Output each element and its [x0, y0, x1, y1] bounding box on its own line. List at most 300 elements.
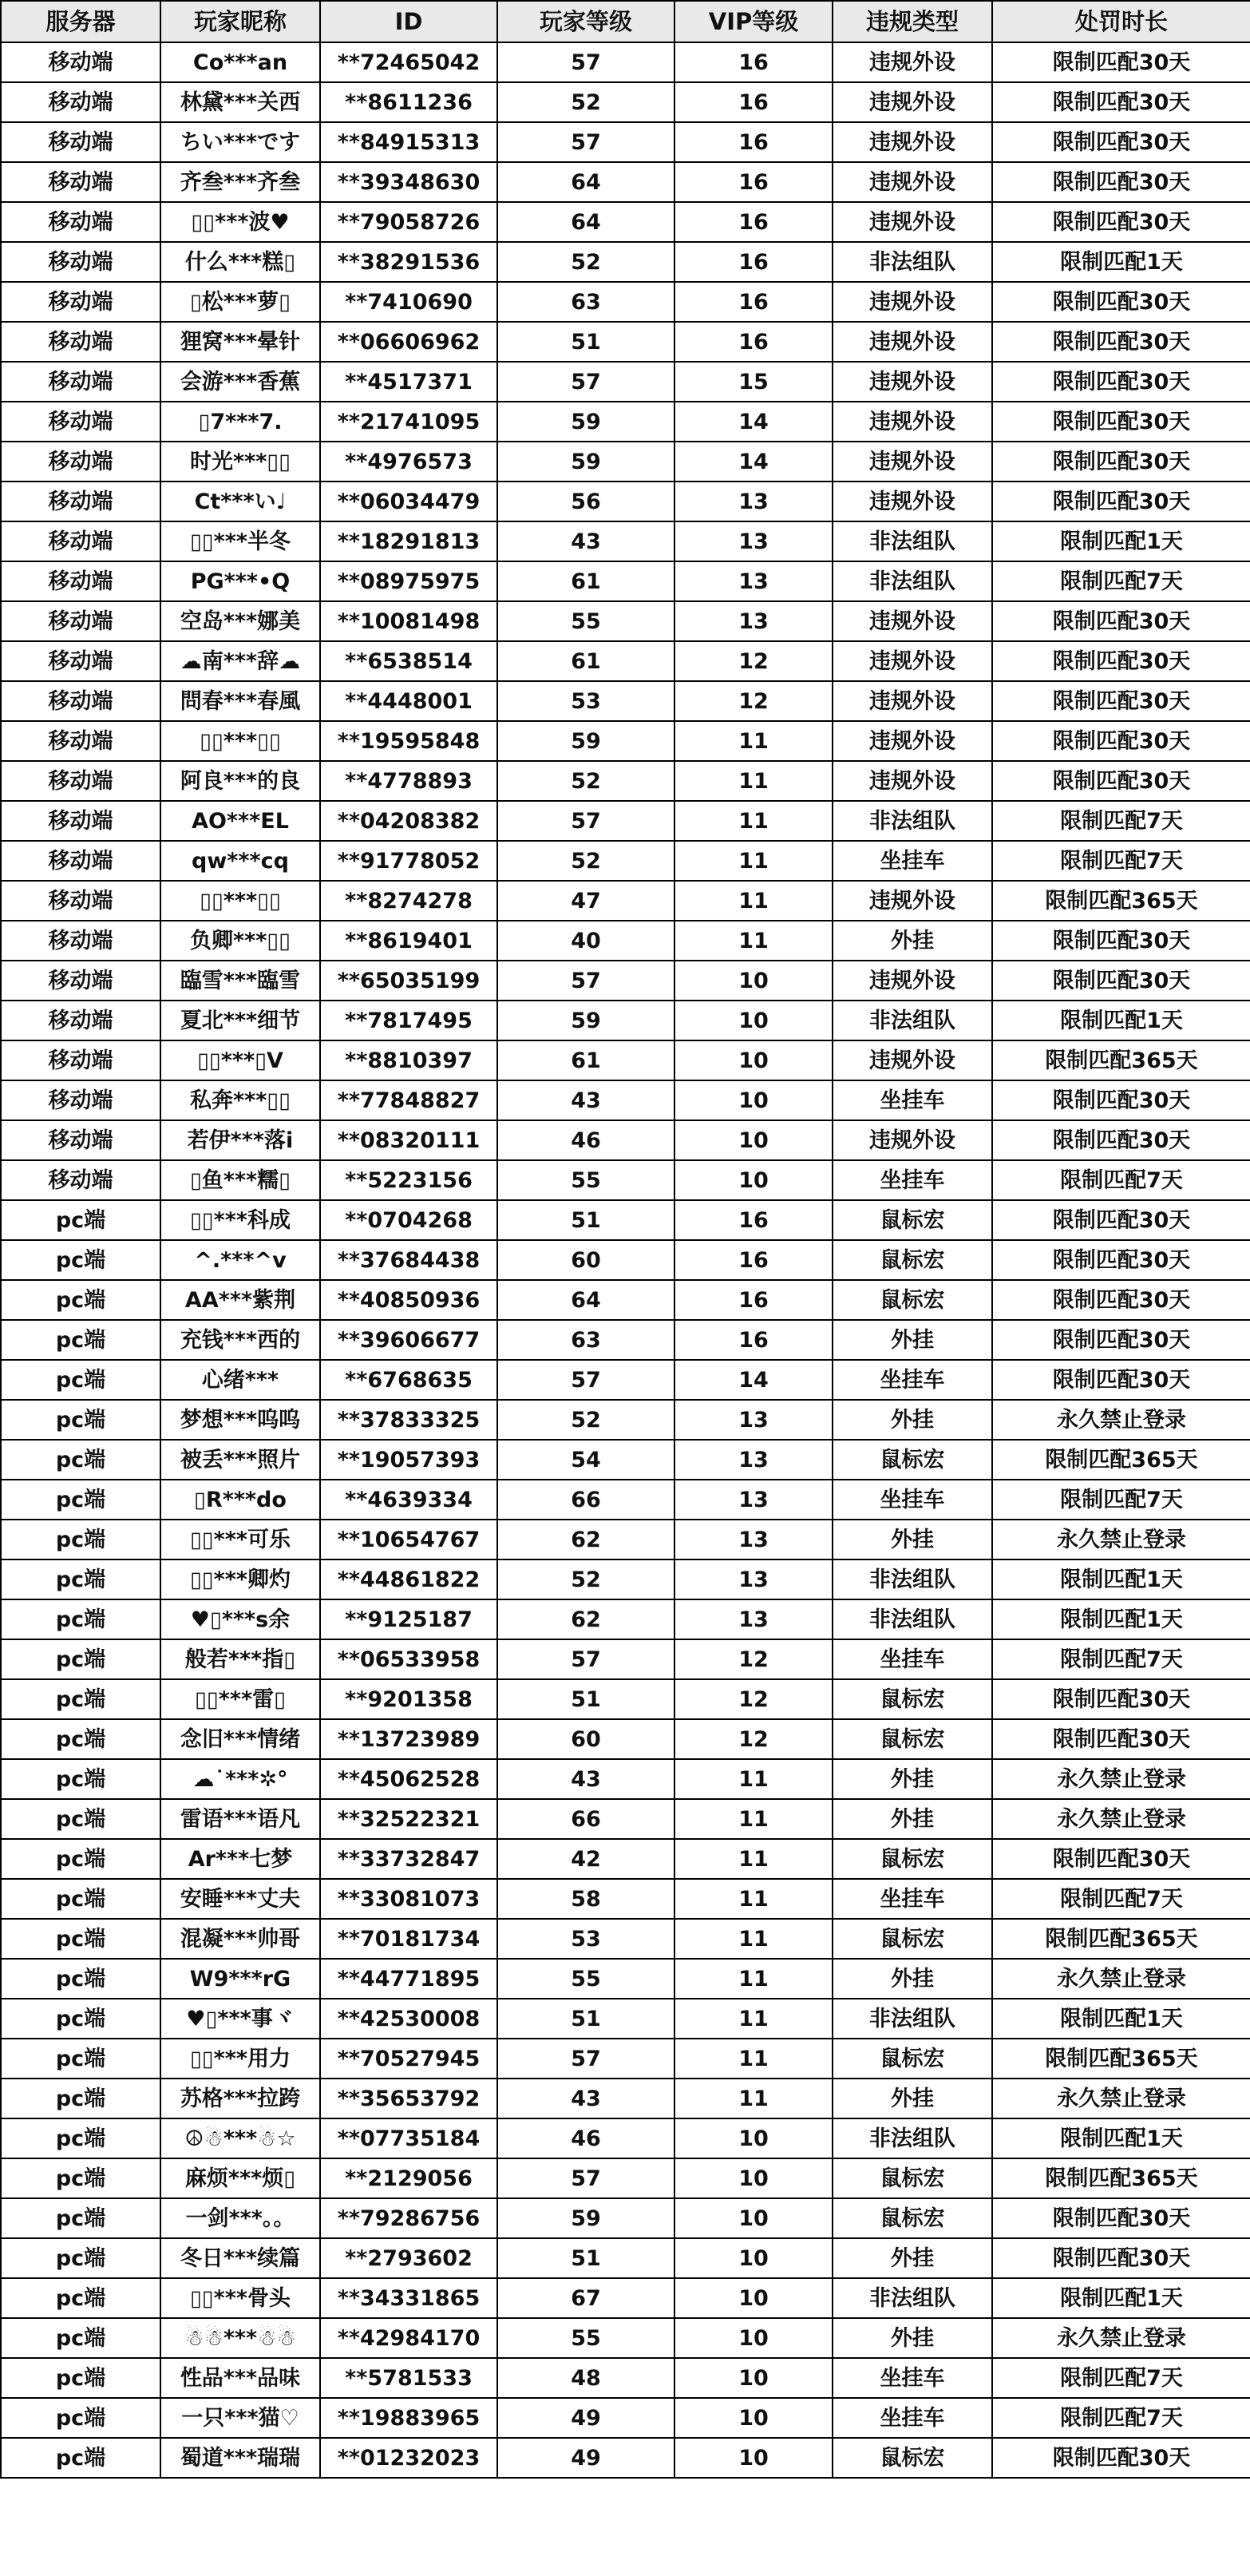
cell-penalty: 限制匹配1天	[992, 242, 1250, 282]
cell-server: 移动端	[1, 1120, 160, 1160]
cell-id: **65035199	[320, 961, 497, 1001]
column-header-server: 服务器	[1, 1, 160, 42]
cell-server: pc端	[1, 2318, 160, 2358]
cell-nickname: 性品***品味	[160, 2358, 320, 2398]
cell-vip: 10	[674, 2318, 833, 2358]
cell-id: **44861822	[320, 1559, 497, 1599]
cell-penalty: 限制匹配30天	[992, 202, 1250, 242]
table-row	[1, 1480, 1250, 1520]
table-row	[1, 1320, 1250, 1360]
table-row	[1, 1360, 1250, 1400]
cell-violation: 坐挂车	[833, 1879, 992, 1919]
cell-vip: 10	[674, 1080, 833, 1120]
cell-violation: 违规外设	[833, 322, 992, 362]
cell-nickname: Ar***七梦	[160, 1839, 320, 1879]
cell-vip: 11	[674, 921, 833, 961]
cell-nickname: ▯▯***波♥	[160, 202, 320, 242]
cell-level: 42	[497, 1839, 674, 1879]
cell-penalty: 限制匹配30天	[992, 2438, 1250, 2478]
cell-level: 57	[497, 1360, 674, 1400]
cell-level: 52	[497, 761, 674, 801]
cell-server: pc端	[1, 1320, 160, 1360]
cell-id: **04208382	[320, 801, 497, 841]
cell-nickname: ▯▯***卿灼	[160, 1559, 320, 1599]
cell-penalty: 永久禁止登录	[992, 2318, 1250, 2358]
cell-penalty: 限制匹配30天	[992, 961, 1250, 1001]
table-row	[1, 2238, 1250, 2278]
cell-server: pc端	[1, 1679, 160, 1719]
cell-nickname: 夏北***细节	[160, 1001, 320, 1040]
cell-violation: 鼠标宏	[833, 1200, 992, 1240]
cell-level: 57	[497, 801, 674, 841]
table-row	[1, 1001, 1250, 1040]
cell-server: pc端	[1, 1919, 160, 1959]
table-row	[1, 1639, 1250, 1679]
table-row	[1, 202, 1250, 242]
cell-vip: 11	[674, 1759, 833, 1799]
cell-nickname: ♥▯***s余	[160, 1599, 320, 1639]
cell-vip: 15	[674, 362, 833, 402]
cell-nickname: ▯▯***可乐	[160, 1520, 320, 1559]
cell-level: 55	[497, 1160, 674, 1200]
cell-level: 55	[497, 1959, 674, 1999]
cell-level: 46	[497, 1120, 674, 1160]
cell-vip: 16	[674, 242, 833, 282]
table-row	[1, 801, 1250, 841]
cell-level: 47	[497, 881, 674, 921]
cell-nickname: 齐叁***齐叁	[160, 162, 320, 202]
cell-vip: 13	[674, 561, 833, 601]
cell-penalty: 永久禁止登录	[992, 1799, 1250, 1839]
cell-vip: 16	[674, 162, 833, 202]
cell-server: 移动端	[1, 1080, 160, 1120]
cell-level: 52	[497, 1559, 674, 1599]
cell-penalty: 限制匹配7天	[992, 1879, 1250, 1919]
cell-nickname: 私奔***▯▯	[160, 1080, 320, 1120]
cell-server: 移动端	[1, 362, 160, 402]
cell-id: **10081498	[320, 601, 497, 641]
cell-level: 62	[497, 1599, 674, 1639]
cell-penalty: 限制匹配7天	[992, 801, 1250, 841]
cell-penalty: 限制匹配30天	[992, 1120, 1250, 1160]
cell-violation: 坐挂车	[833, 841, 992, 881]
table-row	[1, 1799, 1250, 1839]
cell-violation: 坐挂车	[833, 1480, 992, 1520]
cell-nickname: ▯▯***半冬	[160, 521, 320, 561]
cell-vip: 11	[674, 721, 833, 761]
table-row	[1, 42, 1250, 82]
table-row	[1, 1040, 1250, 1080]
cell-server: pc端	[1, 2198, 160, 2238]
cell-nickname: 苏格***拉跨	[160, 2079, 320, 2118]
cell-level: 62	[497, 1520, 674, 1559]
cell-vip: 16	[674, 82, 833, 122]
cell-id: **79286756	[320, 2198, 497, 2238]
cell-penalty: 限制匹配30天	[992, 1200, 1250, 1240]
table-row	[1, 1999, 1250, 2039]
cell-vip: 11	[674, 1959, 833, 1999]
cell-id: **6538514	[320, 641, 497, 681]
cell-id: **8619401	[320, 921, 497, 961]
cell-vip: 14	[674, 402, 833, 442]
cell-nickname: ☃☃***☃☃	[160, 2318, 320, 2358]
cell-server: 移动端	[1, 1001, 160, 1040]
cell-violation: 违规外设	[833, 202, 992, 242]
cell-penalty: 限制匹配30天	[992, 1719, 1250, 1759]
cell-vip: 10	[674, 2398, 833, 2438]
cell-nickname: 梦想***呜呜	[160, 1400, 320, 1440]
cell-nickname: ▯松***萝▯	[160, 282, 320, 322]
cell-level: 66	[497, 1799, 674, 1839]
table-row	[1, 1280, 1250, 1320]
cell-id: **2793602	[320, 2238, 497, 2278]
cell-id: **4639334	[320, 1480, 497, 1520]
cell-violation: 违规外设	[833, 721, 992, 761]
cell-id: **5223156	[320, 1160, 497, 1200]
cell-violation: 非法组队	[833, 1999, 992, 2039]
cell-id: **6768635	[320, 1360, 497, 1400]
cell-level: 61	[497, 641, 674, 681]
cell-nickname: ▯R***do	[160, 1480, 320, 1520]
cell-penalty: 限制匹配30天	[992, 641, 1250, 681]
cell-server: 移动端	[1, 282, 160, 322]
cell-server: pc端	[1, 1799, 160, 1839]
cell-nickname: ▯▯***▯▯	[160, 721, 320, 761]
cell-server: pc端	[1, 1280, 160, 1320]
table-row	[1, 1520, 1250, 1559]
cell-violation: 外挂	[833, 2079, 992, 2118]
cell-violation: 非法组队	[833, 561, 992, 601]
cell-server: 移动端	[1, 122, 160, 162]
cell-level: 54	[497, 1440, 674, 1480]
cell-level: 52	[497, 841, 674, 881]
cell-id: **33081073	[320, 1879, 497, 1919]
cell-nickname: ^.***^v	[160, 1240, 320, 1280]
cell-id: **2129056	[320, 2158, 497, 2198]
cell-penalty: 限制匹配1天	[992, 521, 1250, 561]
cell-server: 移动端	[1, 42, 160, 82]
cell-vip: 16	[674, 1200, 833, 1240]
table-row	[1, 601, 1250, 641]
table-row	[1, 1879, 1250, 1919]
cell-level: 59	[497, 402, 674, 442]
cell-vip: 11	[674, 801, 833, 841]
cell-server: 移动端	[1, 162, 160, 202]
cell-id: **7410690	[320, 282, 497, 322]
cell-violation: 鼠标宏	[833, 1240, 992, 1280]
cell-penalty: 永久禁止登录	[992, 1520, 1250, 1559]
cell-level: 57	[497, 2039, 674, 2079]
table-row	[1, 442, 1250, 482]
cell-violation: 坐挂车	[833, 1080, 992, 1120]
column-header-violation: 违规类型	[833, 1, 992, 42]
cell-level: 43	[497, 1080, 674, 1120]
cell-vip: 10	[674, 1160, 833, 1200]
table-row	[1, 961, 1250, 1001]
cell-id: **79058726	[320, 202, 497, 242]
table-row	[1, 482, 1250, 521]
table-row	[1, 1599, 1250, 1639]
cell-violation: 非法组队	[833, 1001, 992, 1040]
cell-server: 移动端	[1, 322, 160, 362]
cell-level: 52	[497, 82, 674, 122]
cell-server: 移动端	[1, 761, 160, 801]
cell-nickname: ▯7***7.	[160, 402, 320, 442]
table-body	[1, 42, 1250, 2478]
cell-nickname: ♥▯***事ヾ	[160, 1999, 320, 2039]
table-row	[1, 1160, 1250, 1200]
cell-level: 60	[497, 1719, 674, 1759]
cell-violation: 违规外设	[833, 82, 992, 122]
cell-vip: 10	[674, 2358, 833, 2398]
cell-server: 移动端	[1, 482, 160, 521]
cell-vip: 10	[674, 2278, 833, 2318]
table-row	[1, 2079, 1250, 2118]
cell-level: 53	[497, 1919, 674, 1959]
cell-server: pc端	[1, 1200, 160, 1240]
cell-penalty: 限制匹配30天	[992, 1839, 1250, 1879]
cell-server: 移动端	[1, 202, 160, 242]
cell-vip: 16	[674, 1320, 833, 1360]
cell-nickname: 混凝***帅哥	[160, 1919, 320, 1959]
cell-server: pc端	[1, 1360, 160, 1400]
cell-id: **70181734	[320, 1919, 497, 1959]
cell-nickname: Co***an	[160, 42, 320, 82]
cell-vip: 13	[674, 601, 833, 641]
cell-level: 57	[497, 2158, 674, 2198]
cell-server: pc端	[1, 2358, 160, 2398]
cell-penalty: 限制匹配30天	[992, 1280, 1250, 1320]
cell-id: **13723989	[320, 1719, 497, 1759]
cell-nickname: PG***•Q	[160, 561, 320, 601]
cell-server: 移动端	[1, 961, 160, 1001]
cell-level: 66	[497, 1480, 674, 1520]
cell-id: **4778893	[320, 761, 497, 801]
cell-nickname: W9***rG	[160, 1959, 320, 1999]
cell-penalty: 限制匹配1天	[992, 1599, 1250, 1639]
cell-server: pc端	[1, 1839, 160, 1879]
table-row	[1, 721, 1250, 761]
cell-id: **38291536	[320, 242, 497, 282]
cell-vip: 10	[674, 1040, 833, 1080]
cell-id: **39606677	[320, 1320, 497, 1360]
table-row	[1, 122, 1250, 162]
cell-vip: 16	[674, 1280, 833, 1320]
cell-vip: 16	[674, 322, 833, 362]
cell-level: 57	[497, 362, 674, 402]
cell-level: 64	[497, 162, 674, 202]
cell-id: **07735184	[320, 2118, 497, 2158]
cell-server: pc端	[1, 2278, 160, 2318]
cell-server: pc端	[1, 2398, 160, 2438]
cell-nickname: 林黛***关西	[160, 82, 320, 122]
cell-id: **72465042	[320, 42, 497, 82]
cell-violation: 鼠标宏	[833, 2158, 992, 2198]
cell-id: **06034479	[320, 482, 497, 521]
cell-vip: 11	[674, 2079, 833, 2118]
cell-server: 移动端	[1, 521, 160, 561]
cell-penalty: 限制匹配30天	[992, 1240, 1250, 1280]
cell-id: **37684438	[320, 1240, 497, 1280]
cell-vip: 10	[674, 1001, 833, 1040]
cell-penalty: 限制匹配7天	[992, 2398, 1250, 2438]
cell-violation: 外挂	[833, 1320, 992, 1360]
cell-penalty: 限制匹配365天	[992, 1440, 1250, 1480]
cell-vip: 14	[674, 442, 833, 482]
cell-server: 移动端	[1, 442, 160, 482]
cell-nickname: ▯▯***科成	[160, 1200, 320, 1240]
cell-id: **21741095	[320, 402, 497, 442]
cell-violation: 违规外设	[833, 362, 992, 402]
table-row	[1, 641, 1250, 681]
cell-nickname: ▯▯***雷▯	[160, 1679, 320, 1719]
cell-vip: 12	[674, 1679, 833, 1719]
cell-vip: 12	[674, 1639, 833, 1679]
cell-server: 移动端	[1, 921, 160, 961]
cell-id: **4976573	[320, 442, 497, 482]
cell-id: **84915313	[320, 122, 497, 162]
cell-nickname: ▯▯***用力	[160, 2039, 320, 2079]
cell-vip: 13	[674, 1480, 833, 1520]
cell-violation: 违规外设	[833, 681, 992, 721]
cell-id: **08320111	[320, 1120, 497, 1160]
cell-nickname: 若伊***落i	[160, 1120, 320, 1160]
table-row	[1, 2358, 1250, 2398]
cell-server: pc端	[1, 1879, 160, 1919]
cell-id: **01232023	[320, 2438, 497, 2478]
table-row	[1, 1919, 1250, 1959]
cell-vip: 16	[674, 1240, 833, 1280]
cell-penalty: 限制匹配30天	[992, 42, 1250, 82]
cell-server: pc端	[1, 1999, 160, 2039]
column-header-level: 玩家等级	[497, 1, 674, 42]
table-row	[1, 82, 1250, 122]
cell-penalty: 限制匹配365天	[992, 1919, 1250, 1959]
cell-penalty: 限制匹配1天	[992, 1001, 1250, 1040]
table-row	[1, 881, 1250, 921]
cell-penalty: 限制匹配7天	[992, 561, 1250, 601]
cell-nickname: Ct***い♩	[160, 482, 320, 521]
table-row	[1, 1400, 1250, 1440]
cell-vip: 16	[674, 202, 833, 242]
cell-vip: 13	[674, 1520, 833, 1559]
cell-violation: 违规外设	[833, 282, 992, 322]
cell-server: pc端	[1, 2039, 160, 2079]
cell-vip: 13	[674, 482, 833, 521]
cell-nickname: 麻烦***烦▯	[160, 2158, 320, 2198]
cell-nickname: 什么***糕▯	[160, 242, 320, 282]
cell-vip: 14	[674, 1360, 833, 1400]
cell-server: pc端	[1, 2158, 160, 2198]
cell-penalty: 限制匹配30天	[992, 162, 1250, 202]
cell-penalty: 限制匹配365天	[992, 881, 1250, 921]
cell-level: 43	[497, 521, 674, 561]
cell-violation: 违规外设	[833, 402, 992, 442]
cell-id: **5781533	[320, 2358, 497, 2398]
cell-nickname: 充钱***西的	[160, 1320, 320, 1360]
cell-level: 51	[497, 1999, 674, 2039]
table-row	[1, 2278, 1250, 2318]
table-row	[1, 362, 1250, 402]
cell-vip: 11	[674, 1799, 833, 1839]
cell-violation: 外挂	[833, 2318, 992, 2358]
cell-penalty: 限制匹配30天	[992, 2238, 1250, 2278]
cell-server: pc端	[1, 1639, 160, 1679]
cell-server: pc端	[1, 2118, 160, 2158]
cell-penalty: 永久禁止登录	[992, 1400, 1250, 1440]
cell-server: 移动端	[1, 721, 160, 761]
table-row	[1, 1120, 1250, 1160]
table-row	[1, 521, 1250, 561]
cell-id: **32522321	[320, 1799, 497, 1839]
cell-level: 67	[497, 2278, 674, 2318]
cell-vip: 10	[674, 2198, 833, 2238]
cell-penalty: 限制匹配30天	[992, 402, 1250, 442]
cell-id: **08975975	[320, 561, 497, 601]
cell-nickname: 空岛***娜美	[160, 601, 320, 641]
column-header-nickname: 玩家昵称	[160, 1, 320, 42]
cell-server: 移动端	[1, 841, 160, 881]
cell-id: **42984170	[320, 2318, 497, 2358]
cell-id: **39348630	[320, 162, 497, 202]
table-row	[1, 242, 1250, 282]
cell-id: **8274278	[320, 881, 497, 921]
cell-penalty: 限制匹配1天	[992, 1999, 1250, 2039]
cell-nickname: 雷语***语凡	[160, 1799, 320, 1839]
cell-nickname: AA***紫荆	[160, 1280, 320, 1320]
cell-vip: 13	[674, 521, 833, 561]
cell-violation: 坐挂车	[833, 1360, 992, 1400]
cell-violation: 违规外设	[833, 881, 992, 921]
cell-violation: 鼠标宏	[833, 2198, 992, 2238]
cell-level: 61	[497, 1040, 674, 1080]
cell-violation: 外挂	[833, 1799, 992, 1839]
cell-id: **35653792	[320, 2079, 497, 2118]
table-row	[1, 2118, 1250, 2158]
cell-nickname: AO***EL	[160, 801, 320, 841]
cell-vip: 10	[674, 2238, 833, 2278]
cell-server: pc端	[1, 2079, 160, 2118]
cell-nickname: ☁˙***✲°	[160, 1759, 320, 1799]
cell-violation: 非法组队	[833, 242, 992, 282]
cell-server: pc端	[1, 1480, 160, 1520]
cell-penalty: 限制匹配365天	[992, 2158, 1250, 2198]
cell-penalty: 永久禁止登录	[992, 1959, 1250, 1999]
cell-penalty: 限制匹配30天	[992, 2198, 1250, 2238]
table-row	[1, 2158, 1250, 2198]
table-row	[1, 2438, 1250, 2478]
cell-level: 49	[497, 2438, 674, 2478]
cell-id: **10654767	[320, 1520, 497, 1559]
cell-violation: 违规外设	[833, 641, 992, 681]
cell-violation: 坐挂车	[833, 1160, 992, 1200]
cell-id: **77848827	[320, 1080, 497, 1120]
cell-nickname: 安睡***丈夫	[160, 1879, 320, 1919]
cell-penalty: 限制匹配30天	[992, 1080, 1250, 1120]
cell-nickname: 般若***指▯	[160, 1639, 320, 1679]
table-row	[1, 1679, 1250, 1719]
cell-nickname: 一只***猫♡	[160, 2398, 320, 2438]
cell-violation: 违规外设	[833, 442, 992, 482]
cell-violation: 违规外设	[833, 961, 992, 1001]
cell-violation: 违规外设	[833, 122, 992, 162]
cell-server: 移动端	[1, 881, 160, 921]
cell-penalty: 限制匹配365天	[992, 1040, 1250, 1080]
cell-violation: 鼠标宏	[833, 2438, 992, 2478]
cell-penalty: 限制匹配7天	[992, 1160, 1250, 1200]
column-header-penalty: 处罚时长	[992, 1, 1250, 42]
cell-nickname: 狸窝***晕针	[160, 322, 320, 362]
